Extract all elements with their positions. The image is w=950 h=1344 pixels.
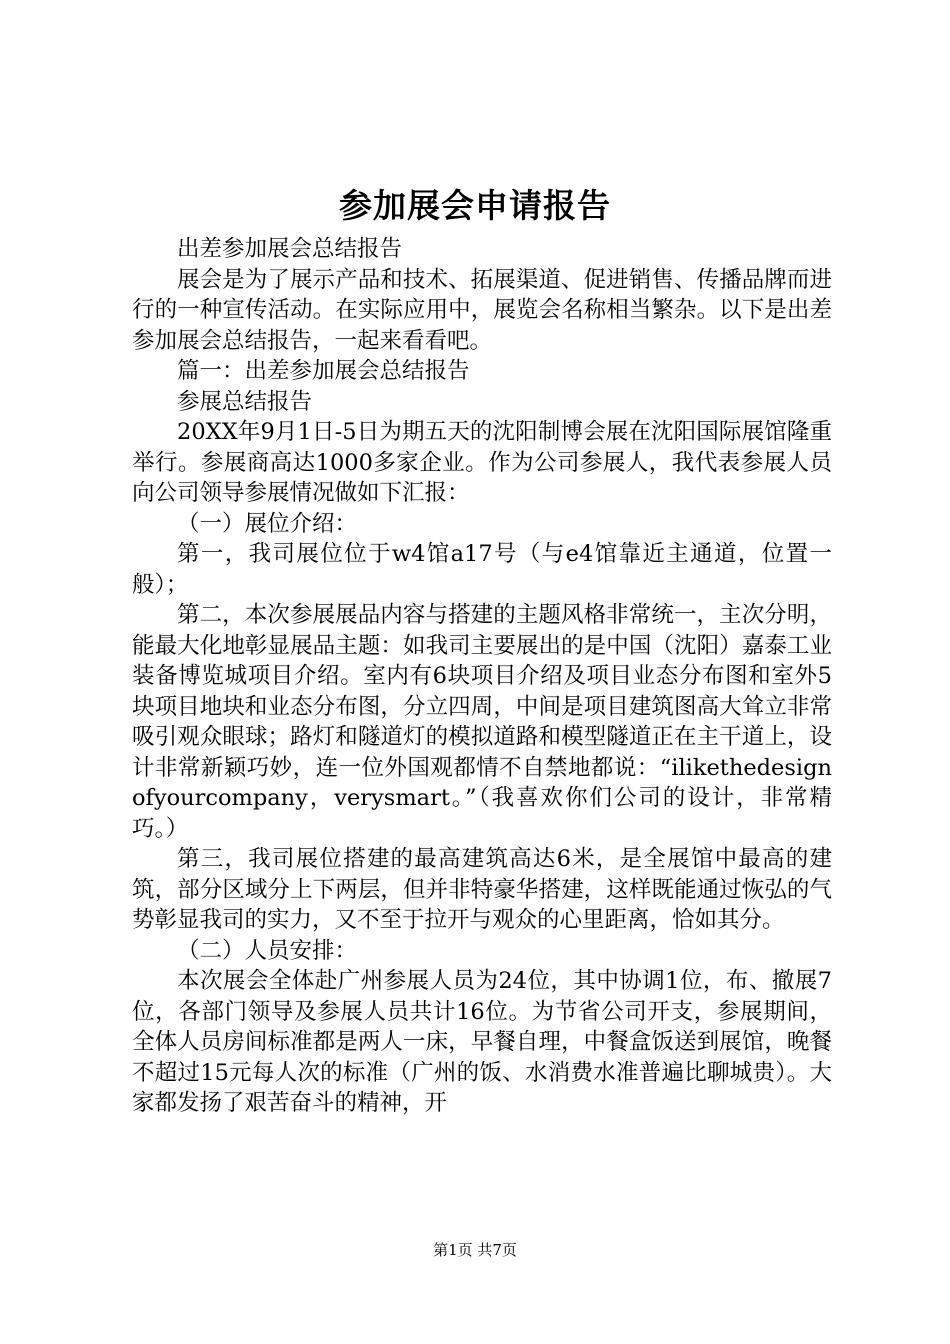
paragraph-staff-details: 本次展会全体赴广州参展人员为24位，其中协调1位，布、撤展7位，各部门领导及参展人员共计16位。为节省公司开支，参展期间，全体人员房间标准都是两人一床，早餐自理，中餐盒饭送到展馆，晚餐不超过15元每人次的标准（广州的饭、水消费水准普遍比聊城贵）。大家都发扬了艰苦奋斗的精神，开 — [132, 968, 832, 1116]
paragraph-section-heading: 篇一：出差参加展会总结报告 — [177, 358, 470, 384]
paragraph-overview: 20XX年9月1日-5日为期五天的沈阳制博会展在沈阳国际展馆隆重举行。参展商高达1000多家企业。作为公司参展人，我代表参展人员向公司领导参展情况做如下汇报： — [132, 419, 832, 506]
paragraph-subtitle: 出差参加展会总结报告 — [177, 236, 403, 262]
paragraph-staff-heading: （二）人员安排： — [177, 937, 358, 964]
paragraph-intro: 展会是为了展示产品和技术、拓展渠道、促进销售、传播品牌而进行的一种宣传活动。在实际应用中，展览会名称相当繁杂。以下是出差参加展会总结报告，一起来看看吧。 — [132, 266, 832, 354]
paragraph-booth-heading: （一）展位介绍： — [177, 510, 358, 537]
document-title: 参加展会申请报告 — [339, 186, 611, 225]
paragraph-booth-second: 第二，本次参展展品内容与搭建的主题风格非常统一，主次分明，能最大化地彰显展品主题：如我司主要展出的是中国（沈阳）嘉泰工业装备博览城项目介绍。室内有6块项目介绍及项目业态分布图和室外5块项目地块和业态分布图，分立四周，中间是项目建筑图高大耸立非常吸引观众眼球；路灯和隧道灯的模拟道路和模型隧道正在主干道上，设计非常新颖巧妙，连一位外国观都情不自禁地都说：“ilikethedesignofyourcompany，verysmart。”（我喜欢你们公司的设计，非常精巧。） — [132, 602, 832, 842]
page-number-footer: 第1页 共7页 — [433, 1241, 517, 1259]
paragraph-report-heading: 参展总结报告 — [177, 388, 313, 415]
paragraph-booth-third: 第三，我司展位搭建的最高建筑高达6米，是全展馆中最高的建筑，部分区域分上下两层，但并非特豪华搭建，这样既能通过恢弘的气势彰显我司的实力，又不至于拉开与观众的心里距离，恰如其分。 — [132, 846, 832, 933]
paragraph-booth-first: 第一，我司展位位于w4馆a17号（与e4馆靠近主通道，位置一般）； — [132, 541, 832, 598]
document-body — [132, 234, 832, 1119]
